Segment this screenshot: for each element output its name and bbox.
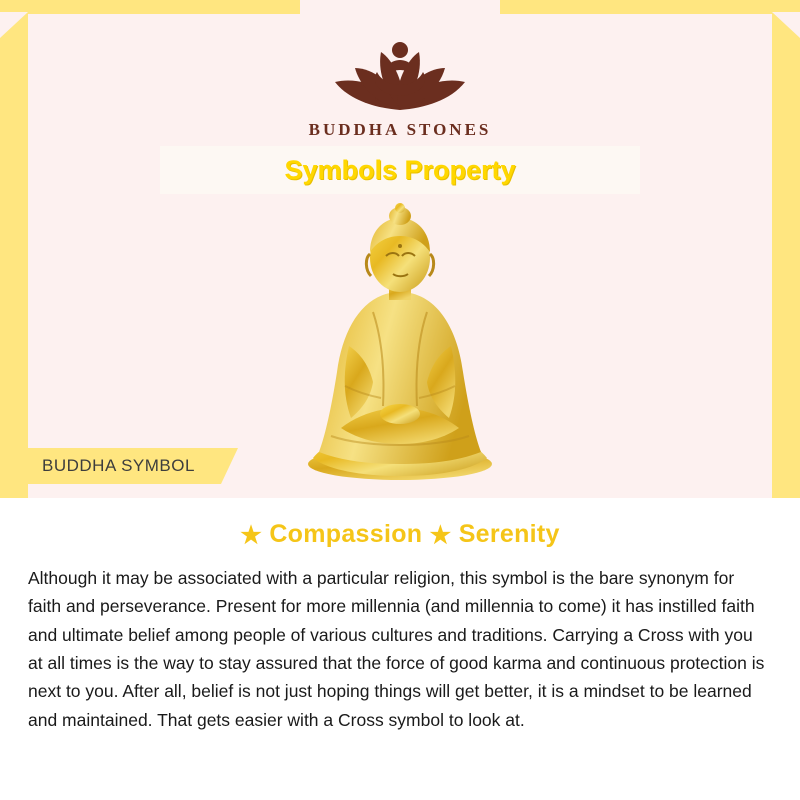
buddha-statue-icon (285, 196, 515, 496)
brand-block (0, 24, 800, 140)
subtitle-word-one: Compassion (269, 520, 423, 548)
brand-name: BUDDHA STONES (308, 120, 492, 139)
decor-top-right-band (500, 0, 800, 14)
content-panel (0, 498, 800, 800)
symbol-tag (22, 448, 221, 484)
lotus-meditation-icon (315, 24, 485, 116)
content-subtitle (28, 520, 772, 550)
subtitle-word-two: Serenity (458, 520, 560, 548)
content-paragraph: Although it may be associated with a particular religion, this symbol is the bare synonym for faith and perseverance. Present for more millennia (and millennia to come) it has instilled faith and ultimate belief among people of various cultures and traditions. Carrying a Cross with you at all times is the way to stay assured that the force of good karma and continuous protection is next to you. After all, belief is not just hoping things will get better, it is a mindset to be learned and maintained. That gets easier with a Cross symbol to look at. (28, 568, 765, 730)
decor-top-left-band (0, 0, 300, 14)
star-left-icon: ★ (240, 522, 263, 549)
page-title: Symbols Property (284, 154, 516, 185)
symbol-tag-label: BUDDHA SYMBOL (42, 456, 195, 475)
star-middle-icon: ★ (429, 522, 452, 549)
title-banner (160, 146, 640, 194)
